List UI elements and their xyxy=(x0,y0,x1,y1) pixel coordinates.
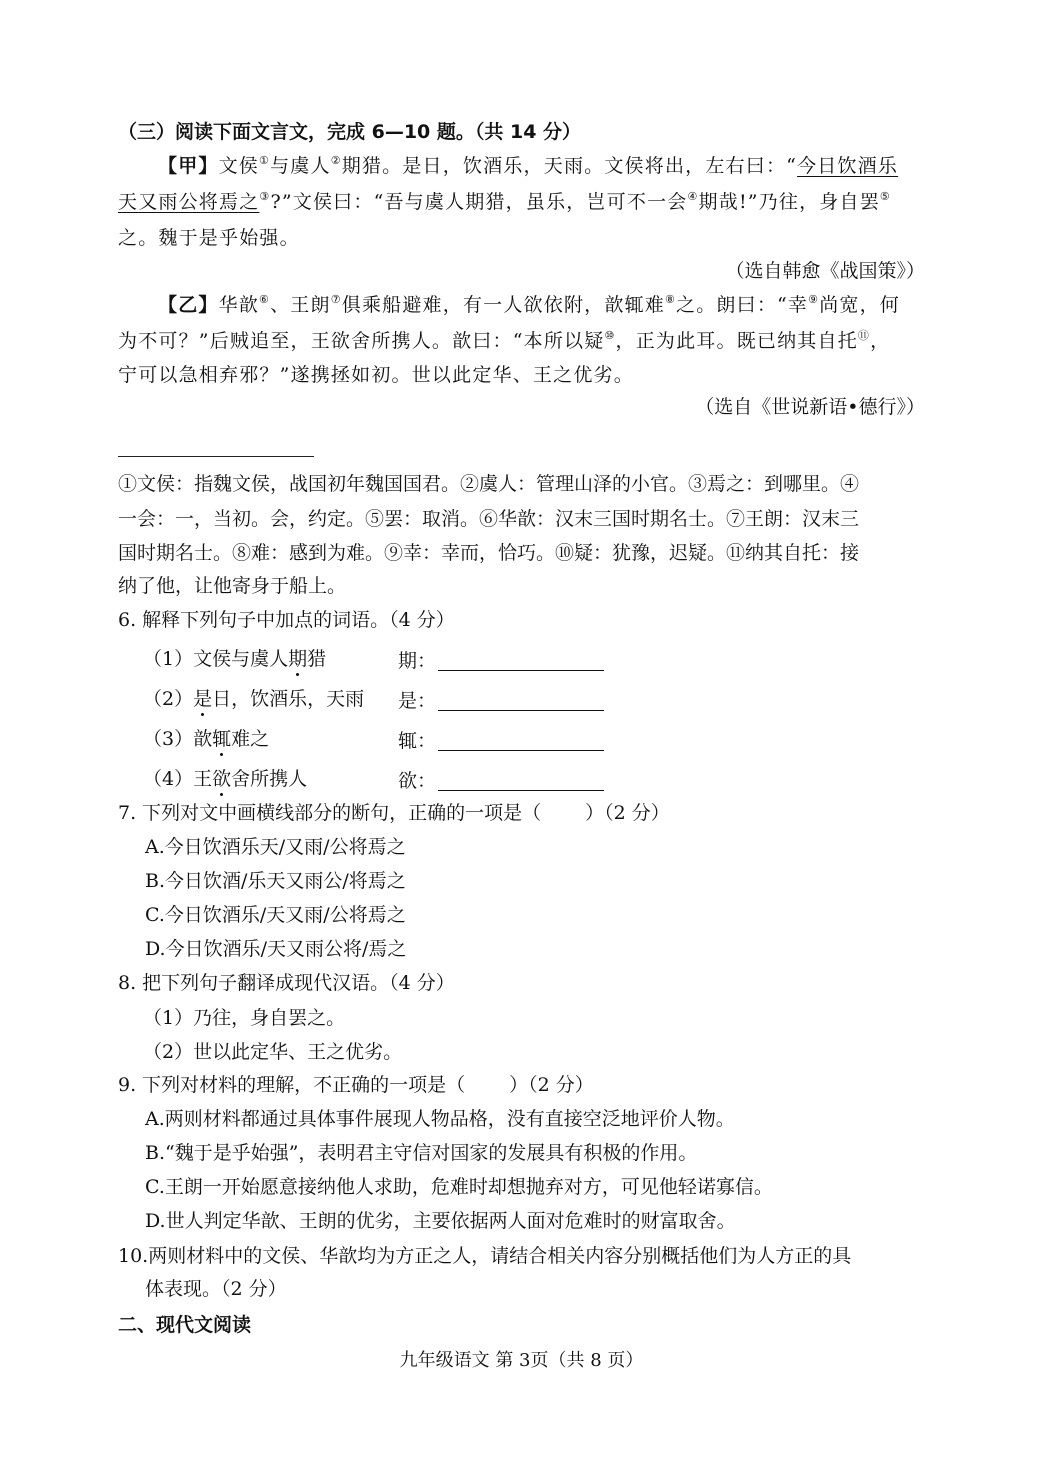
passage-jia-line-3: 之。魏于是乎始强。 xyxy=(118,227,300,249)
underlined-sentence-part-1: 今日饮酒乐 xyxy=(797,155,899,177)
section-2-heading: 二、现代文阅读 xyxy=(118,1314,252,1336)
answer-field-6-2[interactable]: 是： xyxy=(398,690,604,711)
passage-yi-source: （选自《世说新语•德行》） xyxy=(695,396,925,418)
question-9-option-b: B.“魏于是乎始强”，表明君主守信对国家的发展具有积极的作用。 xyxy=(145,1142,698,1164)
passage-yi-line-3: 宁可以急相弃邪？”遂携拯如初。世以此定华、王之优劣。 xyxy=(118,364,634,386)
passage-jia-line-1: 【甲】文侯①与虞人②期猎。是日，饮酒乐，天雨。文侯将出，左右曰：“今日饮酒乐 xyxy=(158,154,899,177)
question-9-option-a: A.两则材料都通过具体事件展现人物品格，没有直接空泛地评价人物。 xyxy=(145,1108,735,1130)
underlined-sentence-part-2: 天又雨公将焉之 xyxy=(118,191,260,213)
passage-jia-line-2: 天又雨公将焉之③?”文侯曰：“吾与虞人期猎，虽乐，岂可不一会④期哉!”乃往，身自罢⑤ xyxy=(118,190,891,213)
section-heading: （三）阅读下面文言文，完成 6—10 题。（共 14 分） xyxy=(118,121,582,143)
question-6-item-4: （4）王欲舍所携人 xyxy=(143,768,308,790)
page-footer: 九年级语文 第 3页（共 8 页） xyxy=(399,1350,644,1371)
answer-field-6-1[interactable]: 期： xyxy=(398,650,604,671)
passage-yi-line-2: 为不可？”后贼追至，王欲舍所携人。歆曰：“本所以疑⑩，正为此耳。既已纳其自托⑪， xyxy=(118,329,891,352)
question-8-item-2: （2）世以此定华、王之优劣。 xyxy=(143,1041,403,1063)
question-10-line-1: 10.两则材料中的文侯、华歆均为方正之人，请结合相关内容分别概括他们为人方正的具 xyxy=(118,1245,852,1267)
emphasis-dot-char: 辄 xyxy=(212,728,232,750)
question-7-stem: 7. 下列对文中画横线部分的断句，正确的一项是（ ）（2 分） xyxy=(118,802,670,824)
footnote-line-2: 一会：一，当初。会，约定。⑤罢：取消。⑥华歆：汉末三国时期名士。⑦王朗：汉末三 xyxy=(118,508,860,530)
question-7-option-c: C.今日饮酒乐/天又雨/公将焉之 xyxy=(145,904,406,926)
answer-blank[interactable] xyxy=(438,730,604,751)
question-7-option-d: D.今日饮酒乐/天又雨公将/焉之 xyxy=(145,938,407,960)
question-7-option-a: A.今日饮酒乐天/又雨/公将焉之 xyxy=(145,836,406,858)
answer-field-6-3[interactable]: 辄： xyxy=(398,730,604,751)
emphasis-dot-char: 期 xyxy=(288,648,308,670)
answer-field-6-4[interactable]: 欲： xyxy=(398,770,604,791)
answer-blank[interactable] xyxy=(438,770,604,791)
question-9-option-d: D.世人判定华歆、王朗的优劣，主要依据两人面对危难时的财富取舍。 xyxy=(145,1210,736,1232)
question-6-stem: 6. 解释下列句子中加点的词语。（4 分） xyxy=(118,609,455,631)
question-8-item-1: （1）乃往，身自罢之。 xyxy=(143,1007,346,1029)
passage-jia-tag: 【甲】 xyxy=(158,155,219,177)
passage-yi-line-1: 【乙】华歆⑥、王朗⑦俱乘船避难，有一人欲依附，歆辄难⑧之。朗曰：“幸⑨尚宽，何 xyxy=(158,293,901,316)
question-10-line-2: 体表现。（2 分） xyxy=(145,1278,287,1300)
footnote-line-3: 国时期名士。⑧难：感到为难。⑨幸：幸而，恰巧。⑩疑：犹豫，迟疑。⑪纳其自托：接 xyxy=(118,542,860,564)
answer-blank[interactable] xyxy=(438,690,604,711)
footnote-line-4: 纳了他，让他寄身于船上。 xyxy=(118,575,347,597)
emphasis-dot-char: 是 xyxy=(193,688,213,710)
question-7-option-b: B.今日饮酒/乐天又雨公/将焉之 xyxy=(145,870,406,892)
footnote-line-1: ①文侯：指魏文侯，战国初年魏国国君。②虞人：管理山泽的小官。③焉之：到哪里。④ xyxy=(118,473,860,495)
question-6-item-3: （3）歆辄难之 xyxy=(143,728,270,750)
answer-blank[interactable] xyxy=(438,650,604,671)
footnote-divider xyxy=(118,456,314,457)
emphasis-dot-char: 欲 xyxy=(212,768,232,790)
passage-jia-source: （选自韩愈《战国策》） xyxy=(725,260,925,282)
question-6-item-1: （1）文侯与虞人期猎 xyxy=(143,648,327,670)
question-9-option-c: C.王朗一开始愿意接纳他人求助，危难时却想抛弃对方，可见他轻诺寡信。 xyxy=(145,1176,773,1198)
passage-yi-tag: 【乙】 xyxy=(158,294,219,316)
question-8-stem: 8. 把下列句子翻译成现代汉语。（4 分） xyxy=(118,972,455,994)
question-6-item-2: （2）是日，饮酒乐，天雨 xyxy=(143,688,365,710)
question-9-stem: 9. 下列对材料的理解，不正确的一项是（ ）（2 分） xyxy=(118,1074,594,1096)
